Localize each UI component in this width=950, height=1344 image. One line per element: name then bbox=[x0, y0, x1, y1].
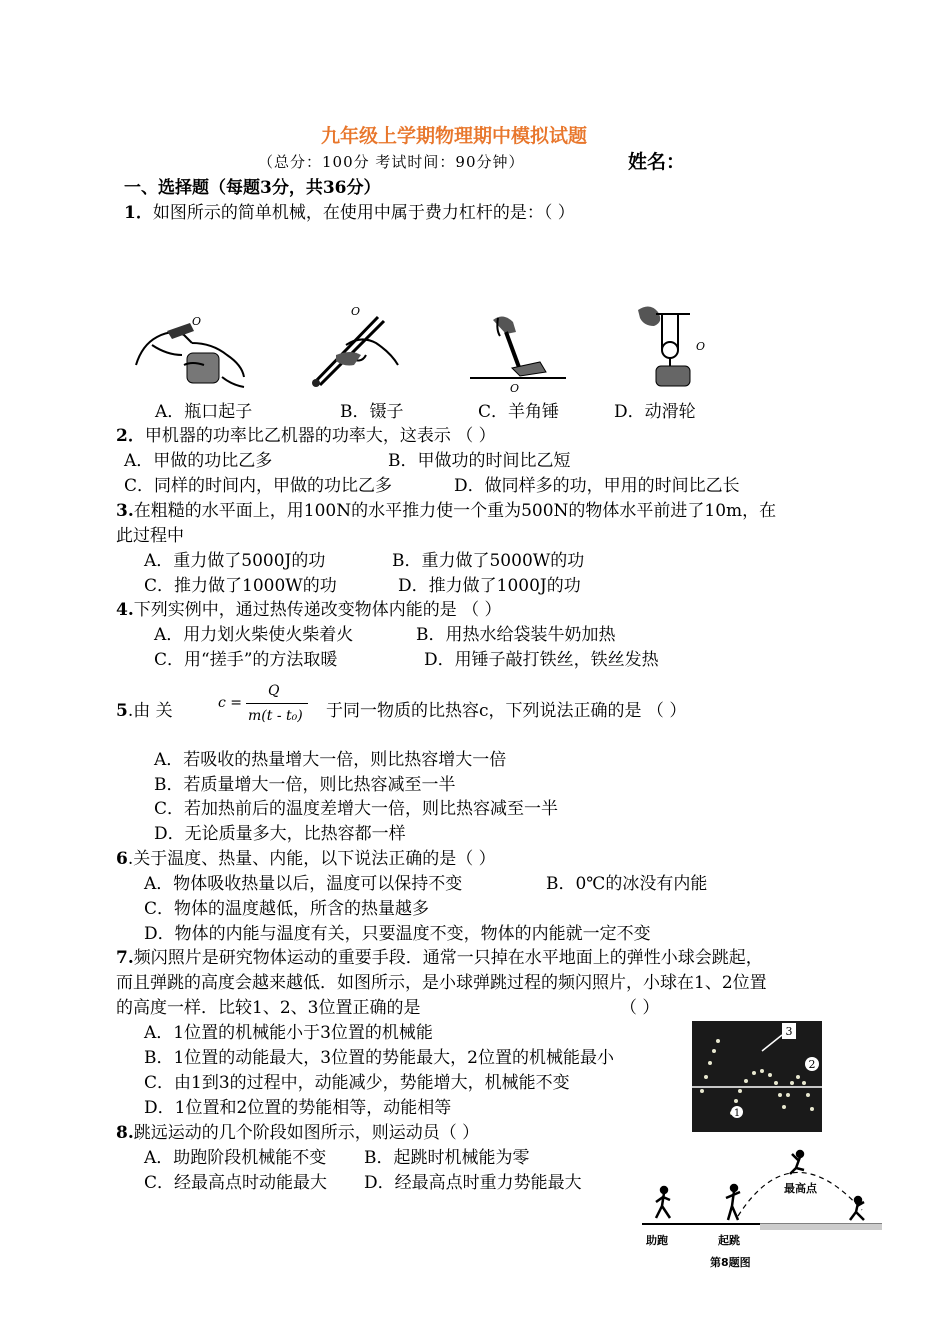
formula-denominator: m(t - t₀) bbox=[248, 708, 303, 724]
position-label-1: 1 bbox=[733, 1108, 741, 1119]
name-label: 姓名： bbox=[628, 151, 686, 173]
q6-option-c[interactable]: C．物体的温度越低，所含的热量越多 bbox=[144, 899, 430, 919]
q3-option-d[interactable]: D．推力做了1000J的功 bbox=[398, 576, 581, 596]
q2-option-d[interactable]: D．做同样多的功，甲用的时间比乙长 bbox=[454, 476, 740, 496]
formula-numerator: Q bbox=[268, 683, 280, 699]
q4-option-a[interactable]: A．用力划火柴使火柴着火 bbox=[154, 625, 354, 645]
q6-option-b[interactable]: B．0℃的冰没有内能 bbox=[546, 874, 708, 894]
question-8 bbox=[116, 1122, 479, 1144]
question-6 bbox=[116, 848, 496, 870]
question-3 bbox=[116, 500, 776, 522]
q7-option-d[interactable]: D．1位置和2位置的势能相等，动能相等 bbox=[144, 1098, 452, 1118]
question-number: 8. bbox=[116, 1123, 134, 1143]
question-stem: 甲机器的功率比乙机器的功率大，这表示 （ ） bbox=[144, 426, 496, 446]
movable-pulley-figure bbox=[630, 300, 720, 392]
question-7-cont2: 的高度一样．比较1、2、3位置正确的是 bbox=[116, 998, 421, 1018]
question-5-cont: 于同一物质的比热容c，下列说法正确的是 （ ） bbox=[326, 701, 687, 721]
fig-caption: 第8题图 bbox=[710, 1256, 751, 1269]
q2-option-c[interactable]: C．同样的时间内，甲做的功比乙多 bbox=[124, 476, 393, 496]
q4-option-d[interactable]: D．用锤子敲打铁丝，铁丝发热 bbox=[424, 650, 659, 670]
q5-option-b[interactable]: B．若质量增大一倍，则比热容减至一半 bbox=[154, 775, 456, 795]
q8-option-a[interactable]: A．助跑阶段机械能不变 bbox=[144, 1148, 327, 1168]
tweezers-figure bbox=[306, 305, 406, 390]
formula-lhs: c = bbox=[218, 695, 243, 711]
fulcrum-label: O bbox=[351, 305, 361, 318]
fig-label-top: 最高点 bbox=[784, 1182, 817, 1195]
q6-option-d[interactable]: D．物体的内能与温度有关，只要温度不变，物体的内能就一定不变 bbox=[144, 924, 651, 944]
position-label-3: 3 bbox=[785, 1025, 793, 1038]
strobe-photo bbox=[692, 1021, 822, 1132]
q7-option-b[interactable]: B．1位置的动能最大，3位置的势能最大，2位置的机械能最小 bbox=[144, 1048, 614, 1068]
question-number: 2． bbox=[116, 426, 145, 446]
position-label-2: 2 bbox=[808, 1058, 816, 1071]
question-1 bbox=[124, 202, 575, 224]
q4-option-c[interactable]: C．用“搓手”的方法取暖 bbox=[154, 650, 338, 670]
q7-option-c[interactable]: C．由1到3的过程中，动能减少，势能增大，机械能不变 bbox=[144, 1073, 570, 1093]
q1-option-c[interactable]: C．羊角锤 bbox=[478, 402, 560, 422]
q1-option-a[interactable]: A．瓶口起子 bbox=[155, 402, 253, 422]
q8-option-d[interactable]: D．经最高点时重力势能最大 bbox=[364, 1173, 582, 1193]
question-stem: 跳远运动的几个阶段如图所示，则运动员（ ） bbox=[133, 1123, 480, 1143]
question-number: 6 bbox=[116, 849, 128, 869]
question-2 bbox=[116, 425, 496, 447]
claw-hammer-figure bbox=[468, 310, 568, 395]
question-number: 1． bbox=[124, 203, 153, 223]
q3-option-b[interactable]: B．重力做了5000W的功 bbox=[392, 551, 585, 571]
section-heading: 一、选择题（每题3分，共36分） bbox=[124, 178, 381, 198]
long-jump-figure bbox=[642, 1140, 882, 1270]
q1-option-b[interactable]: B．镊子 bbox=[340, 402, 404, 422]
q8-option-b[interactable]: B．起跳时机械能为零 bbox=[364, 1148, 530, 1168]
question-number: 7. bbox=[116, 948, 134, 968]
question-stem: 如图所示的简单机械，在使用中属于费力杠杆的是：（ ） bbox=[152, 203, 575, 223]
fulcrum-label: O bbox=[696, 340, 706, 353]
q7-option-a[interactable]: A．1位置的机械能小于3位置的机械能 bbox=[144, 1023, 433, 1043]
q5-option-c[interactable]: C．若加热前后的温度差增大一倍，则比热容减至一半 bbox=[154, 799, 559, 819]
question-3-cont: 此过程中 bbox=[116, 526, 184, 546]
question-stem: 在粗糙的水平面上，用100N的水平推力使一个重为500N的物体水平前进了10m，在 bbox=[133, 501, 777, 521]
question-number: 3. bbox=[116, 501, 134, 521]
q3-option-a[interactable]: A．重力做了5000J的功 bbox=[144, 551, 326, 571]
bottle-opener-figure bbox=[132, 315, 252, 395]
question-7-cont: 而且弹跳的高度会越来越低．如图所示，是小球弹跳过程的频闪照片，小球在1、2位置 bbox=[116, 973, 767, 993]
fulcrum-label: O bbox=[510, 382, 520, 395]
fig-label-run: 助跑 bbox=[646, 1234, 668, 1247]
question-5 bbox=[116, 700, 173, 722]
q5-option-a[interactable]: A．若吸收的热量增大一倍，则比热容增大一倍 bbox=[154, 750, 507, 770]
fulcrum-label: O bbox=[192, 315, 202, 328]
q4-option-b[interactable]: B．用热水给袋装牛奶加热 bbox=[416, 625, 616, 645]
question-stem: .关于温度、热量、内能，以下说法正确的是（ ） bbox=[127, 849, 496, 869]
exam-title: 九年级上学期物理期中模拟试题 bbox=[321, 125, 588, 147]
q1-option-d[interactable]: D．动滑轮 bbox=[614, 402, 696, 422]
q2-option-b[interactable]: B．甲做功的时间比乙短 bbox=[388, 451, 571, 471]
q8-option-c[interactable]: C．经最高点时动能最大 bbox=[144, 1173, 328, 1193]
fig-label-jump: 起跳 bbox=[718, 1234, 740, 1247]
q3-option-c[interactable]: C．推力做了1000W的功 bbox=[144, 576, 337, 596]
question-number: 5 bbox=[116, 701, 128, 721]
question-number: 4. bbox=[116, 600, 134, 620]
question-stem: .由 关 bbox=[127, 701, 173, 721]
question-stem: 频闪照片是研究物体运动的重要手段．通常一只掉在水平地面上的弹性小球会跳起， bbox=[133, 948, 763, 968]
question-7 bbox=[116, 947, 763, 969]
exam-info: （总分：100分 考试时间：90分钟） bbox=[258, 153, 525, 171]
question-4 bbox=[116, 599, 502, 621]
formula-fraction-bar bbox=[246, 703, 308, 704]
q5-option-d[interactable]: D．无论质量多大，比热容都一样 bbox=[154, 824, 406, 844]
question-stem: 下列实例中，通过热传递改变物体内能的是 （ ） bbox=[133, 600, 502, 620]
answer-paren: （ ） bbox=[620, 998, 660, 1018]
q2-option-a[interactable]: A．甲做的功比乙多 bbox=[124, 451, 273, 471]
q6-option-a[interactable]: A．物体吸收热量以后，温度可以保持不变 bbox=[144, 874, 463, 894]
